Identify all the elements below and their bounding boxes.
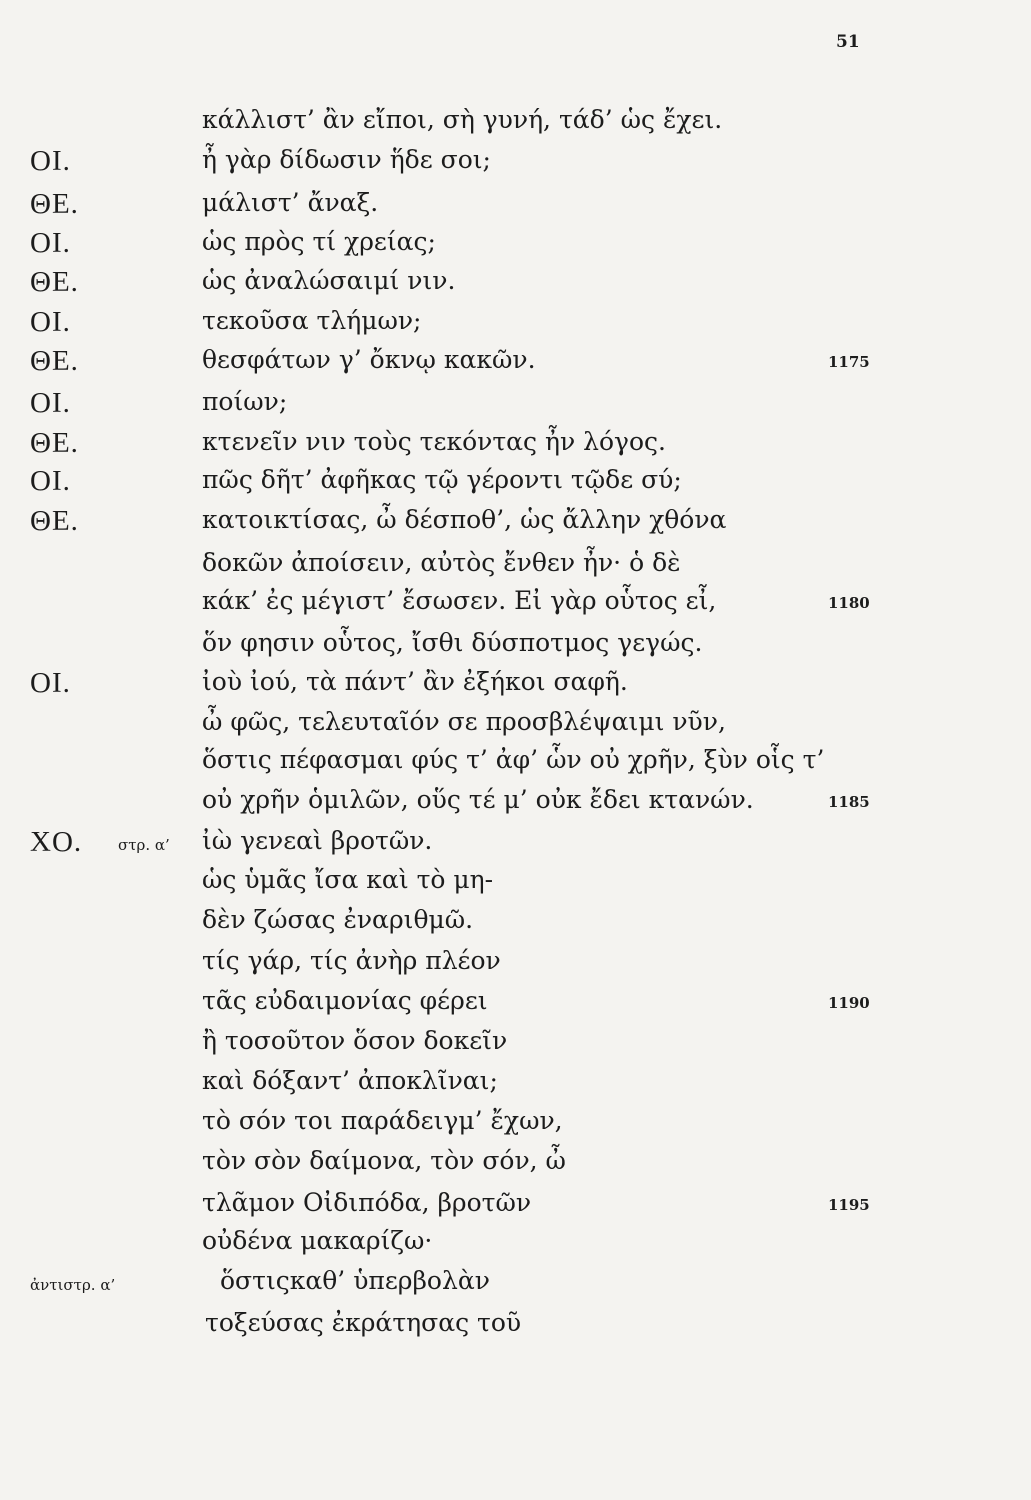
verse-line <box>0 1226 1031 1264</box>
speaker-label: ΘΕ. <box>30 427 79 459</box>
verse-line <box>0 266 1031 304</box>
verse-text-line: ὡς πρὸς τί χρείας; <box>202 227 436 256</box>
verse-text-line: ὡς ἀναλώσαιμί νιν. <box>202 266 456 295</box>
line-number: 1180 <box>828 594 870 612</box>
verse-line <box>0 387 1031 425</box>
verse-line <box>0 986 1031 1024</box>
verse-text-line: ὡς ὑμᾶς ἴσα καὶ τὸ μη- <box>202 865 494 894</box>
verse-text-line: τλᾶμον Οἰδιπόδα, βροτῶν <box>202 1188 532 1217</box>
verse-text-line: ὦ φῶς, τελευταῖόν σε προσβλέψαιμι νῦν, <box>202 707 726 736</box>
verse-line <box>0 505 1031 543</box>
speaker-label: ΟΙ. <box>30 306 71 338</box>
verse-text-line: ὅστιςκαθ’ ὑπερβολὰν <box>220 1266 490 1295</box>
line-number: 1195 <box>828 1196 870 1214</box>
speaker-label: ΘΕ. <box>30 505 79 537</box>
verse-line <box>0 465 1031 503</box>
verse-line <box>0 1106 1031 1144</box>
speaker-label: ΟΙ. <box>30 227 71 259</box>
verse-text-line: τίς γάρ, τίς ἀνὴρ πλέον <box>202 946 501 975</box>
verse-line <box>0 1066 1031 1104</box>
line-number: 1185 <box>828 793 870 811</box>
verse-text-line: μάλιστ’ ἄναξ. <box>202 188 379 217</box>
verse-text-line: κάκ’ ἐς μέγιστ’ ἔσωσεν. Εἰ γὰρ οὗτος εἶ, <box>202 586 717 615</box>
verse-text-line: τᾶς εὐδαιμονίας φέρει <box>202 986 488 1015</box>
speaker-label: ΘΕ. <box>30 188 79 220</box>
verse-text-line: οὐδένα μακαρίζω· <box>202 1226 433 1255</box>
line-number: 1175 <box>828 353 870 371</box>
verse-line <box>0 826 1031 864</box>
verse-text-line: κατοικτίσας, ὦ δέσποθ’, ὡς ἄλλην χθόνα <box>202 505 727 534</box>
verse-line <box>0 1188 1031 1226</box>
verse-text-line: ἢ τοσοῦτον ὅσον δοκεῖν <box>202 1026 508 1055</box>
verse-text-line: θεσφάτων γ’ ὄκνῳ κακῶν. <box>202 345 536 374</box>
verse-line <box>0 905 1031 943</box>
verse-line <box>0 548 1031 586</box>
verse-line <box>0 785 1031 823</box>
verse-text-line: ἰὼ γενεαὶ βροτῶν. <box>202 826 433 855</box>
strophe-label: ἀντιστρ. α’ <box>30 1276 116 1294</box>
verse-text-line: δὲν ζώσας ἐναριθμῶ. <box>202 905 474 934</box>
verse-line <box>0 188 1031 226</box>
verse-text-line: οὐ χρῆν ὁμιλῶν, οὕς τέ μ’ οὐκ ἔδει κτανών. <box>202 785 754 814</box>
verse-text-line: τὸ σόν τοι παράδειγμ’ ἔχων, <box>202 1106 563 1135</box>
verse-text-line: ποίων; <box>202 387 288 416</box>
verse-line <box>0 1146 1031 1184</box>
verse-text-line: τὸν σὸν δαίμονα, τὸν σόν, ὦ <box>202 1146 566 1175</box>
verse-line <box>0 745 1031 783</box>
verse-line <box>0 105 1031 143</box>
verse-line <box>0 946 1031 984</box>
verse-text-line: καὶ δόξαντ’ ἀποκλῖναι; <box>202 1066 498 1095</box>
verse-text-line: πῶς δῆτ’ ἀφῆκας τῷ γέροντι τῷδε σύ; <box>202 465 682 494</box>
verse-line <box>0 586 1031 624</box>
speaker-label: ΘΕ. <box>30 266 79 298</box>
verse-line <box>0 1026 1031 1064</box>
verse-line <box>0 227 1031 265</box>
verse-text-line: ἰοὺ ἰού, τὰ πάντ’ ἂν ἐξήκοι σαφῆ. <box>202 667 628 696</box>
verse-text-line: ὅστις πέφασμαι φύς τ’ ἀφ’ ὧν οὐ χρῆν, ξὺν οἷς τ’ <box>202 745 825 774</box>
speaker-label: ΟΙ. <box>30 667 71 699</box>
strophe-label: στρ. α’ <box>118 836 170 854</box>
verse-line <box>0 345 1031 383</box>
line-number: 1190 <box>828 994 870 1012</box>
speaker-label: ΟΙ. <box>30 387 71 419</box>
verse-text-line: κάλλιστ’ ἂν εἴποι, σὴ γυνή, τάδ’ ὡς ἔχει. <box>202 105 723 134</box>
verse-line <box>0 628 1031 666</box>
speaker-label: ΟΙ. <box>30 465 71 497</box>
verse-line <box>0 667 1031 705</box>
verse-line <box>0 427 1031 465</box>
verse-text-line: τεκοῦσα τλήμων; <box>202 306 422 335</box>
verse-text-line: κτενεῖν νιν τοὺς τεκόντας ἦν λόγος. <box>202 427 666 456</box>
speaker-label: ΟΙ. <box>30 145 71 177</box>
verse-line <box>0 1308 1031 1346</box>
verse-line <box>0 707 1031 745</box>
verse-line <box>0 865 1031 903</box>
verse-text-line: δοκῶν ἀποίσειν, αὐτὸς ἔνθεν ἦν· ὁ δὲ <box>202 548 681 577</box>
speaker-label: ΧΟ. <box>30 826 83 858</box>
verse-line <box>0 306 1031 344</box>
verse-text-line: τοξεύσας ἐκράτησας τοῦ <box>205 1308 522 1337</box>
speaker-label: ΘΕ. <box>30 345 79 377</box>
verse-line <box>0 1266 1031 1304</box>
verse-text-line: ὅν φησιν οὗτος, ἴσθι δύσποτμος γεγώς. <box>202 628 703 657</box>
page-number: 51 <box>836 32 860 52</box>
verse-line <box>0 145 1031 183</box>
verse-text-line: ἦ γὰρ δίδωσιν ἥδε σοι; <box>202 145 491 174</box>
